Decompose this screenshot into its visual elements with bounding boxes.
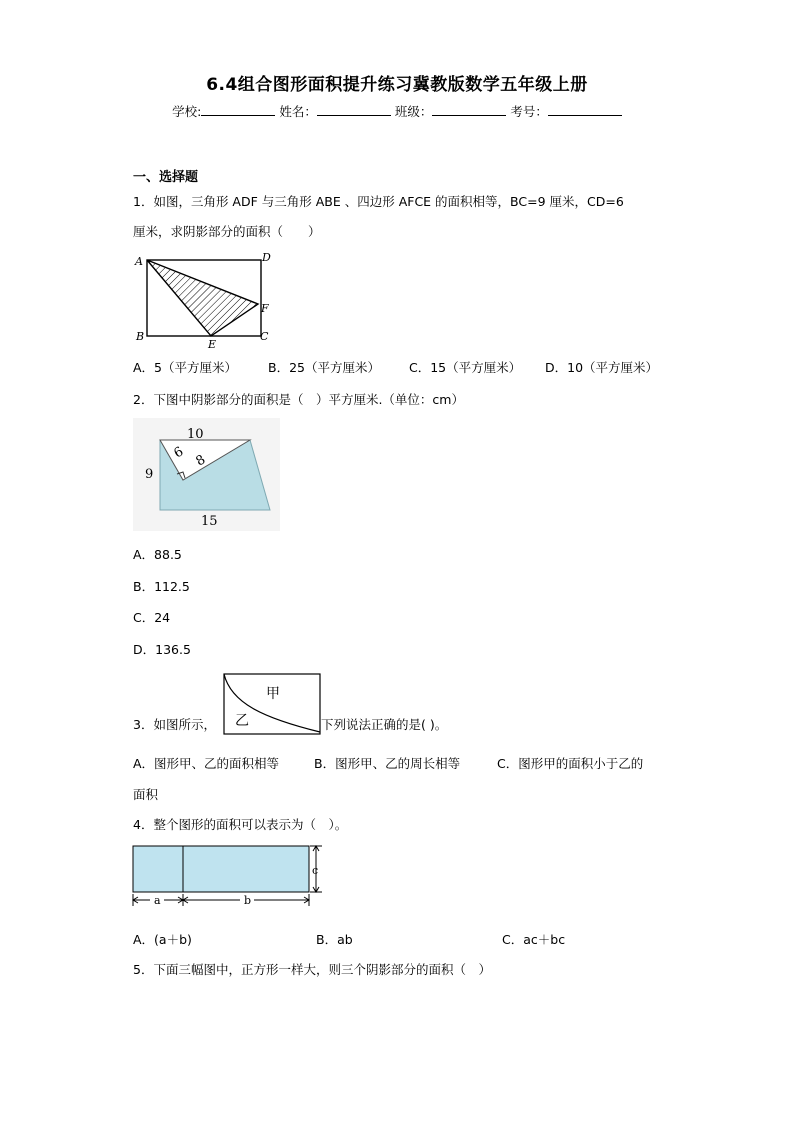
- name-blank[interactable]: [317, 103, 391, 116]
- q1-label-c: C: [260, 330, 269, 343]
- q4-label-c: c: [312, 864, 319, 877]
- q4-option-c[interactable]: C．ac＋bc: [502, 932, 566, 947]
- q1-option-d[interactable]: D．10（平方厘米）: [545, 360, 659, 375]
- q3-label-yi: 乙: [235, 713, 249, 729]
- q2-label-8: 8: [193, 452, 209, 470]
- q2-option-d[interactable]: D．136.5: [133, 642, 191, 657]
- q1-label-b: B: [136, 330, 145, 343]
- q2-option-c[interactable]: C．24: [133, 610, 171, 625]
- q5-text: 5．下面三幅图中，正方形一样大，则三个阴影部分的面积（ ）: [133, 962, 491, 977]
- q4-option-a[interactable]: A．(a＋b): [133, 932, 192, 947]
- q2-label-9: 9: [145, 467, 154, 482]
- q4-figure: [132, 843, 326, 909]
- q2-label-15: 15: [201, 514, 218, 529]
- school-blank[interactable]: [201, 103, 275, 116]
- q4-option-b[interactable]: B．ab: [316, 932, 353, 947]
- q2-option-b[interactable]: B．112.5: [133, 579, 190, 594]
- q4-text: 4．整个图形的面积可以表示为（ ）。: [133, 817, 348, 832]
- q4-rect-a: [133, 846, 183, 892]
- q1-option-c[interactable]: C．15（平方厘米）: [409, 360, 522, 375]
- q1-shaded-triangle: [147, 260, 258, 336]
- q2-label-6: 6: [171, 444, 187, 462]
- q4-label-a: a: [154, 894, 161, 907]
- name-label: 姓名：: [279, 104, 317, 119]
- class-blank[interactable]: [432, 103, 506, 116]
- q2-option-a[interactable]: A．88.5: [133, 547, 182, 562]
- q2-text: 2．下图中阴影部分的面积是（ ）平方厘米.（单位：cm）: [133, 392, 464, 407]
- q1-label-a: A: [135, 255, 143, 268]
- q1-label-f: F: [261, 302, 269, 315]
- class-label: 班级：: [394, 104, 433, 119]
- id-blank[interactable]: [548, 103, 622, 116]
- q2-label-10: 10: [187, 427, 204, 442]
- q4-rect-b: [183, 846, 309, 892]
- q1-label-d: D: [262, 251, 271, 264]
- q1-option-a[interactable]: A．5（平方厘米）: [133, 360, 238, 375]
- q2-figure: [133, 418, 280, 531]
- q3-option-a[interactable]: A．图形甲、乙的面积相等: [133, 756, 280, 771]
- q1-figure: [133, 250, 283, 348]
- q3-prefix: 3．如图所示，: [133, 717, 216, 732]
- section-heading-choice: 一、选择题: [133, 170, 199, 185]
- id-label: 考号：: [510, 104, 548, 119]
- student-info-row: [0, 102, 794, 120]
- q4-label-b: b: [244, 894, 252, 907]
- q1-option-b[interactable]: B．25（平方厘米）: [268, 360, 380, 375]
- school-label: 学校:: [172, 104, 202, 119]
- page-title: 6.4组合图形面积提升练习冀教版数学五年级上册: [206, 75, 588, 95]
- q1-line1: 1．如图，三角形 ADF 与三角形 ABE 、四边形 AFCE 的面积相等，BC=9 厘米，CD=6: [133, 194, 624, 209]
- q1-line2: 厘米，求阴影部分的面积（ ）: [133, 224, 321, 239]
- q3-suffix: 下列说法正确的是( )。: [321, 717, 448, 732]
- q3-label-jia: 甲: [266, 686, 280, 702]
- q3-option-c-continued: 面积: [133, 787, 159, 802]
- q1-label-e: E: [208, 338, 217, 348]
- q3-figure: [223, 673, 321, 735]
- q3-option-b[interactable]: B．图形甲、乙的周长相等: [314, 756, 461, 771]
- q3-option-c[interactable]: C．图形甲的面积小于乙的: [497, 756, 644, 771]
